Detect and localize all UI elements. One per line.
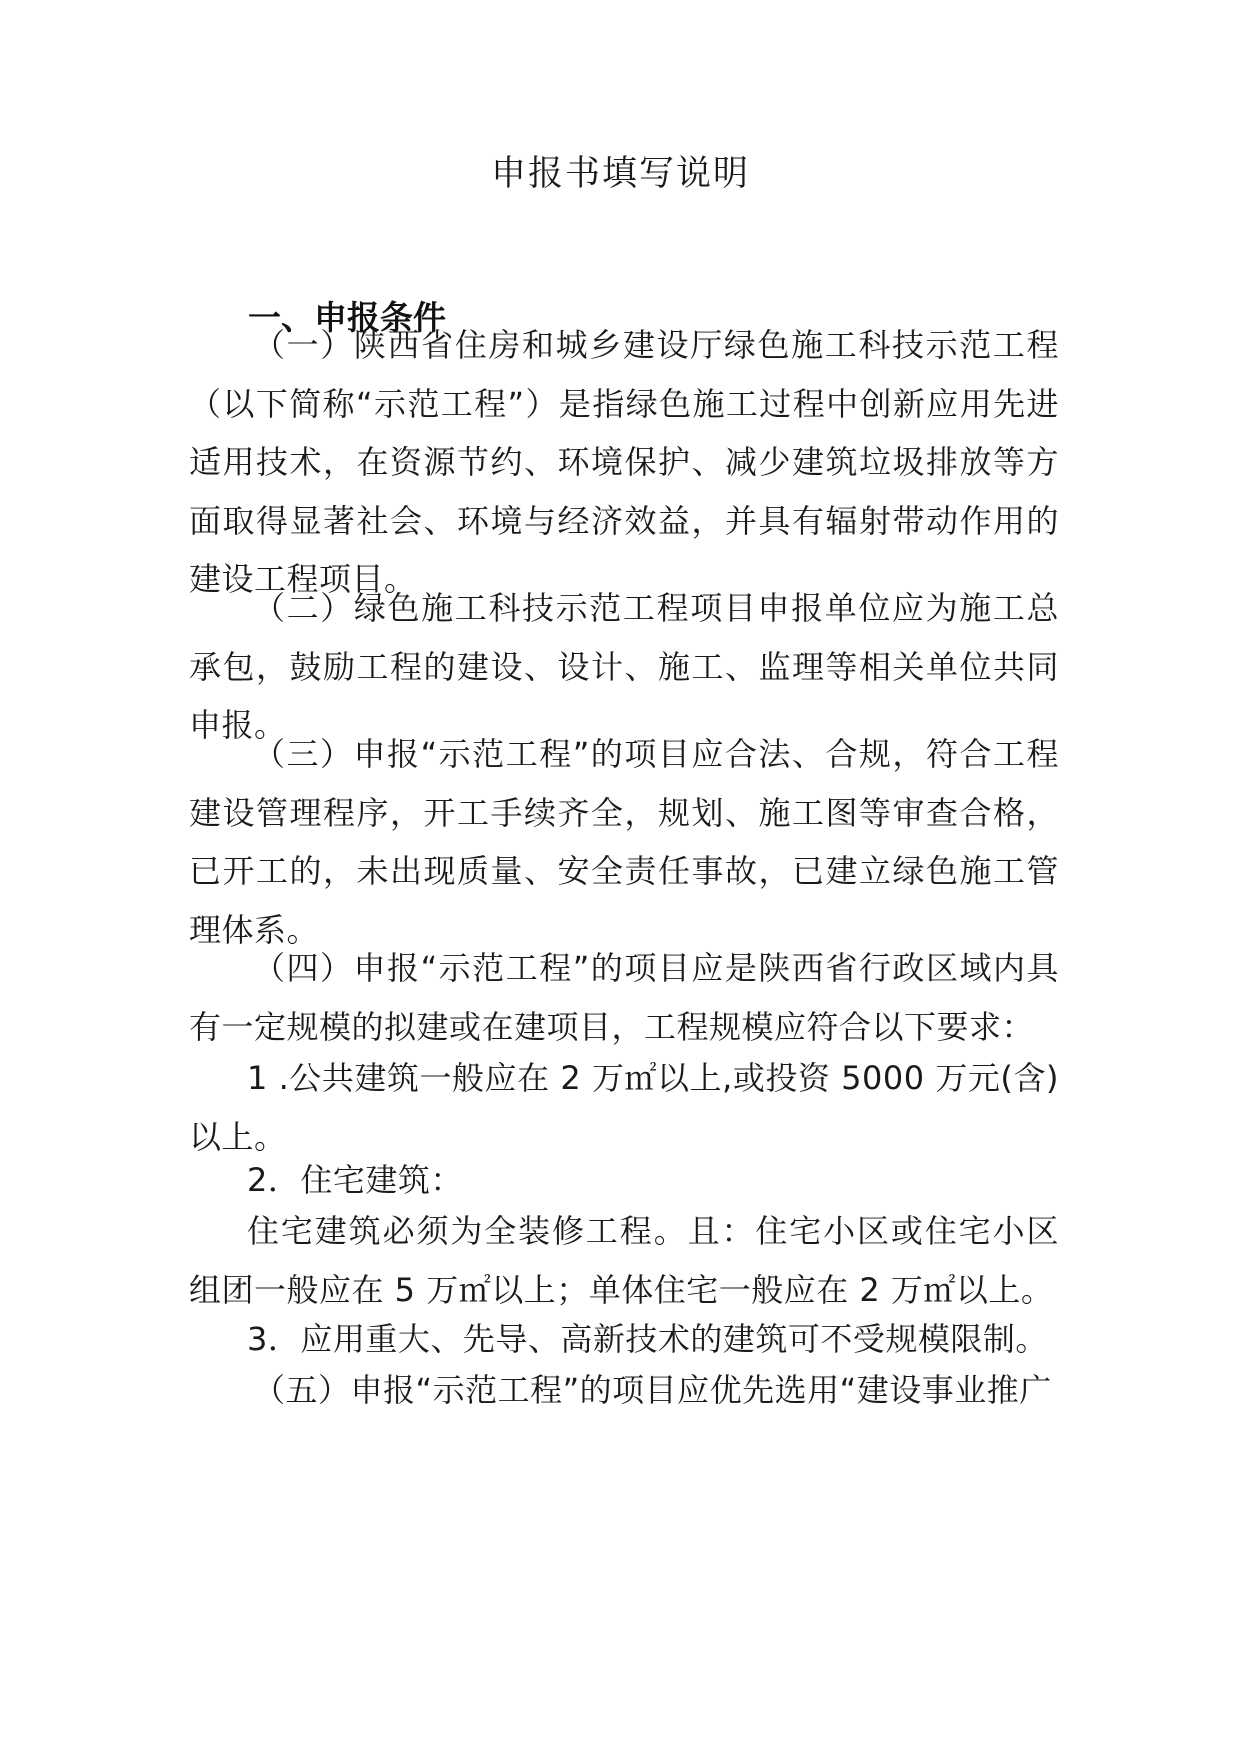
paragraph-5: 1 .公共建筑一般应在 2 万㎡以上,或投资 5000 万元(含)以上。 bbox=[189, 1059, 1059, 1156]
page-title: 申报书填写说明 bbox=[490, 154, 750, 194]
paragraph-4: （四）申报“示范工程”的项目应是陕西省行政区域内具有一定规模的拟建或在建项目，工程规模应符合以下要求： bbox=[189, 949, 1059, 1046]
paragraph-6: 2．住宅建筑： bbox=[247, 1161, 463, 1199]
section-heading: 一、申报条件 bbox=[248, 298, 446, 337]
paragraph-3: （三）申报“示范工程”的项目应合法、合规，符合工程建设管理程序，开工手续齐全，规划、施工图等审查合格，已开工的，未出现质量、安全责任事故，已建立绿色施工管理体系。 bbox=[189, 735, 1059, 949]
paragraph-9: （五）申报“示范工程”的项目应优先选用“建设事业推广 bbox=[253, 1371, 1052, 1409]
paragraph-8: 3．应用重大、先导、高新技术的建筑可不受规模限制。 bbox=[247, 1320, 1048, 1358]
paragraph-7: 住宅建筑必须为全装修工程。且：住宅小区或住宅小区组团一般应在 5 万㎡以上；单体住宅一般应在 2 万㎡以上。 bbox=[189, 1212, 1059, 1309]
paragraph-1: （一）陕西省住房和城乡建设厅绿色施工科技示范工程（以下简称“示范工程”）是指绿色施工过程中创新应用先进适用技术，在资源节约、环境保护、减少建筑垃圾排放等方面取得显著社会、环境与经济效益，并具有辐射带动作用的建设工程项目。 bbox=[189, 326, 1059, 598]
paragraph-2: （二）绿色施工科技示范工程项目申报单位应为施工总承包，鼓励工程的建设、设计、施工、监理等相关单位共同申报。 bbox=[189, 589, 1059, 744]
